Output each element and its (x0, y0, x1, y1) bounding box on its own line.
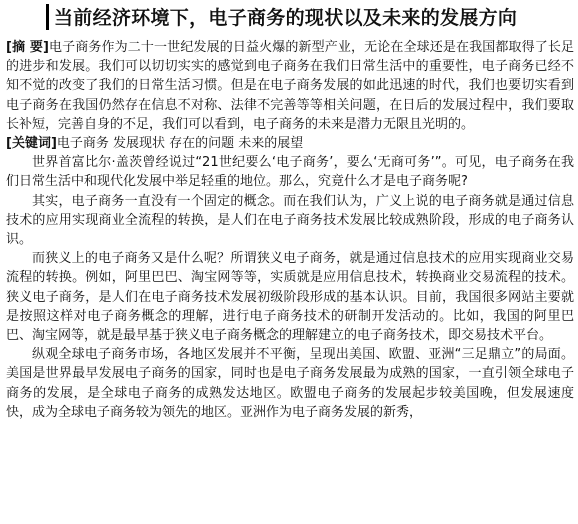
article-body (6, 153, 574, 422)
body-paragraph: 纵观全球电子商务市场，各地区发展并不平衡，呈现出美国、欧盟、亚洲“三足鼎立”的局面。美国是世界最早发展电子商务的国家，同时也是电子商务发展最为成熟的国家，一直引领全球电子商务的发展，是全球电子商务的成熟发达地区。欧盟电子商务的发展起步较美国晚，但发展速度快，成为全球电子商务较为领先的地区。亚洲作为电子商务发展的新秀， (6, 347, 574, 420)
body-paragraph: 而狭义上的电子商务又是什么呢？所谓狭义电子商务，就是通过信息技术的应用实现商业交易流程的转换。例如，阿里巴巴、淘宝网等等，实质就是应用信息技术，转换商业交易流程的技术。狭义电子商务，是人们在电子商务技术发展初级阶段形成的基本认识。目前，我国很多网站主要就是按照这样对电子商务概念的理解，进行电子商务技术的研制开发活动的。比如，我国的阿里巴巴、淘宝网等，就是最早基于狭义电子商务概念的理解建立的电子商务技术，即交易技术平台。 (6, 251, 574, 344)
keywords-label: [关键词] (6, 136, 57, 152)
title-row (6, 0, 574, 33)
abstract-text: 电子商务作为二十一世纪发展的日益火爆的新型产业，无论在全球还是在我国都取得了长足的进步和发展。我们可以切切实实的感觉到电子商务在我们日常生活中的重要性，电子商务已经不知不觉的改变了我们的日常生活习惯。但是在电子商务发展的如此迅速的时代，我们也要切实看到电子商务在我国仍然存在信息不对称、法律不完善等等相关问题，在日后的发展过程中，我们要取长补短，完善自身的不足，我们可以看到，电子商务的未来是潜力无限且光明的。 (6, 40, 574, 132)
keywords-text: 电子商务 发展现状 存在的问题 未来的展望 (56, 136, 304, 152)
abstract-label: [摘 要] (6, 40, 49, 55)
abstract (6, 38, 574, 134)
title-accent-bar (46, 4, 49, 30)
article-title: 当前经济环境下，电子商务的现状以及未来的发展方向 (54, 7, 518, 29)
body-paragraph: 其实，电子商务一直没有一个固定的概念。而在我们认为，广义上说的电子商务就是通过信息技术的应用实现商业全流程的转换，是人们在电子商务技术发展比较成熟阶段，形成的电子商务认识。 (6, 193, 574, 248)
body-paragraph: 世界首富比尔·盖茨曾经说过“21世纪要么‘电子商务’，要么‘无商可务’”。可见，电子商务在我们日常生活中和现代化发展中举足轻重的地位。那么，究竟什么才是电子商务呢? (6, 155, 574, 190)
keywords (6, 134, 574, 153)
